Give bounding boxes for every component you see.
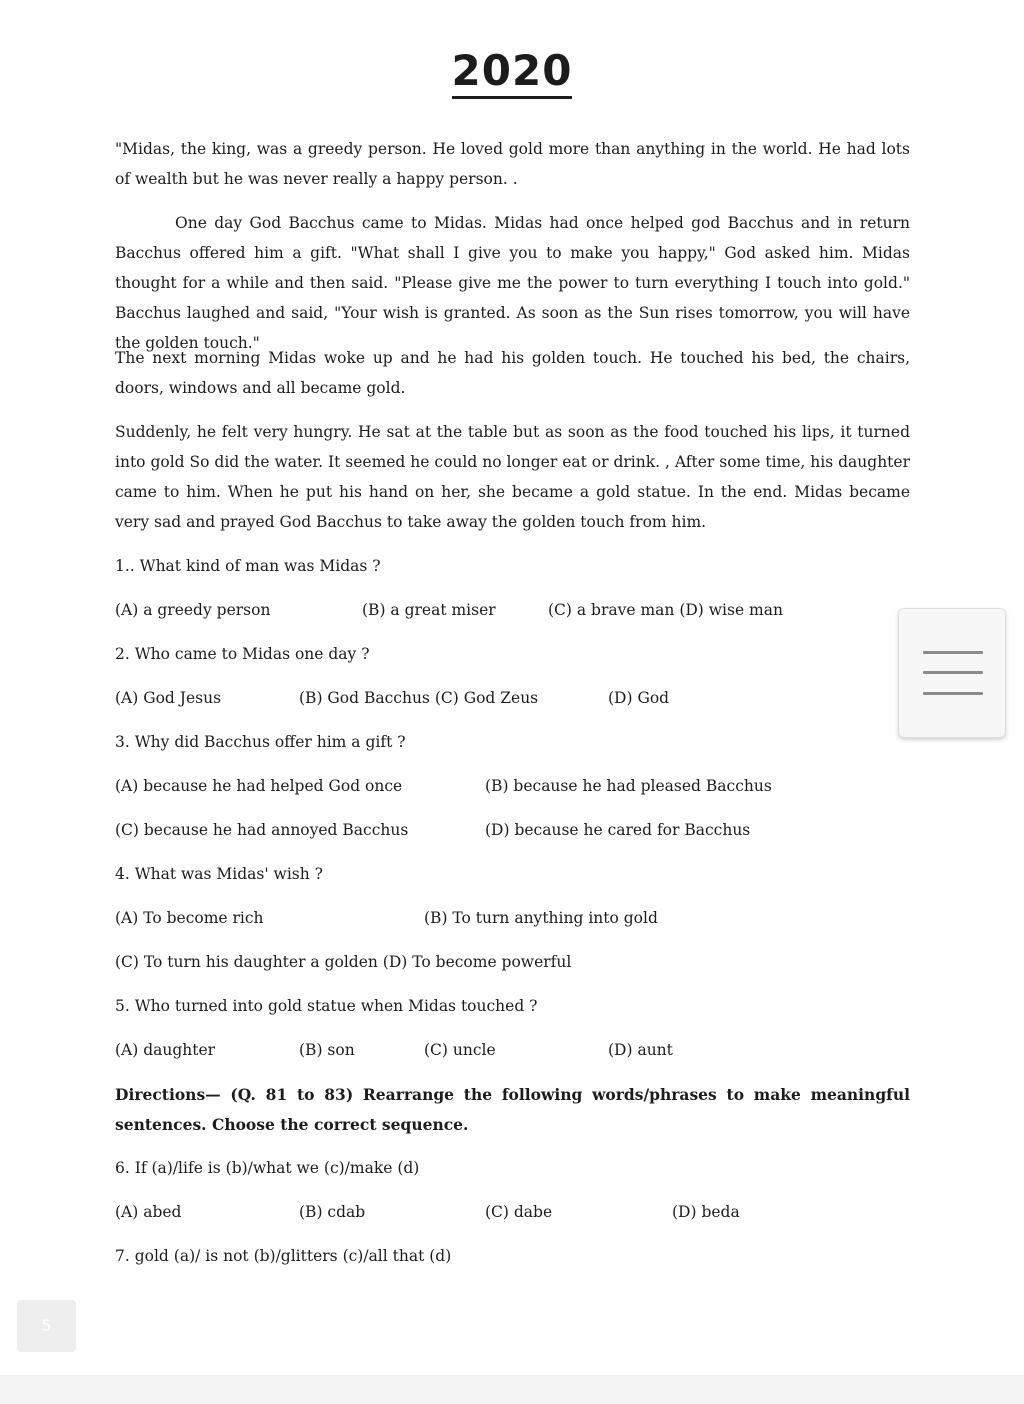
directions-text: Directions— (Q. 81 to 83) Rearrange the following words/phrases to make meaningful sentences. Choose the correct sequence. [115,1085,910,1134]
q3-option-b: (B) because he had pleased Bacchus [485,777,772,795]
q6-option-d: (D) beda [672,1203,740,1221]
q5-option-c: (C) uncle [424,1041,496,1059]
q1-option-b: (B) a great miser [362,601,496,619]
menu-button[interactable] [898,608,1006,738]
q2-option-d: (D) God [608,689,670,707]
menu-icon-line-1 [923,651,983,654]
q6-option-b: (B) cdab [299,1203,366,1221]
passage-paragraph-1: "Midas, the king, was a greedy person. He loved gold more than anything in the world. He had lots of wealth but he was never really a happy person. . [115,140,910,188]
q2-option-b-c: (B) God Bacchus (C) God Zeus [299,689,539,707]
passage-paragraph-2: One day God Bacchus came to Midas. Midas had once helped god Bacchus and in return Bacchus offered him a gift. "What shall I give you to make you happy," God asked him. Midas thought for a while and then said. "Please give me the power to turn everything I touch into gold." Bacchus laughed and said, "Your wish is granted. As soon as the Sun rises tomorrow, you will have the golden touch." [115,214,910,352]
q4-option-a: (A) To become rich [115,909,264,927]
q3-option-d: (D) because he cared for Bacchus [485,821,751,839]
page-number-badge[interactable]: 5 [17,1300,76,1352]
q6-option-c: (C) dabe [485,1203,553,1221]
passage-paragraph-3: The next morning Midas woke up and he had his golden touch. He touched his bed, the chairs, doors, windows and all became gold. [115,349,910,397]
question-6: 6. If (a)/life is (b)/what we (c)/make (d) [115,1159,420,1177]
passage-paragraph-4: Suddenly, he felt very hungry. He sat at the table but as soon as the food touched his lips, it turned into gold So did the water. It seemed he could no longer eat or drink. , After some time, his daughter came to him. When he put his hand on her, she became a gold statue. In the end. Midas became very sad and prayed God Bacchus to take away the golden touch from him. [115,423,910,531]
question-1: 1.. What kind of man was Midas ? [115,557,381,575]
q5-option-d: (D) aunt [608,1041,673,1059]
q6-option-a: (A) abed [115,1203,182,1221]
q4-option-c-d: (C) To turn his daughter a golden (D) To become powerful [115,953,572,971]
bottom-bar [0,1375,1024,1404]
q5-option-b: (B) son [299,1041,355,1059]
question-2: 2. Who came to Midas one day ? [115,645,370,663]
page-title: 2020 [0,46,1024,95]
menu-icon-line-2 [923,671,983,674]
q1-option-c-d: (C) a brave man (D) wise man [548,601,783,619]
q2-option-a: (A) God Jesus [115,689,222,707]
question-4: 4. What was Midas' wish ? [115,865,323,883]
q4-option-b: (B) To turn anything into gold [424,909,658,927]
q5-option-a: (A) daughter [115,1041,216,1059]
question-3: 3. Why did Bacchus offer him a gift ? [115,733,406,751]
menu-icon-line-3 [923,692,983,695]
q3-option-c: (C) because he had annoyed Bacchus [115,821,409,839]
q3-option-a: (A) because he had helped God once [115,777,403,795]
question-7: 7. gold (a)/ is not (b)/glitters (c)/all that (d) [115,1247,452,1265]
q1-option-a: (A) a greedy person [115,601,271,619]
question-5: 5. Who turned into gold statue when Midas touched ? [115,997,538,1015]
